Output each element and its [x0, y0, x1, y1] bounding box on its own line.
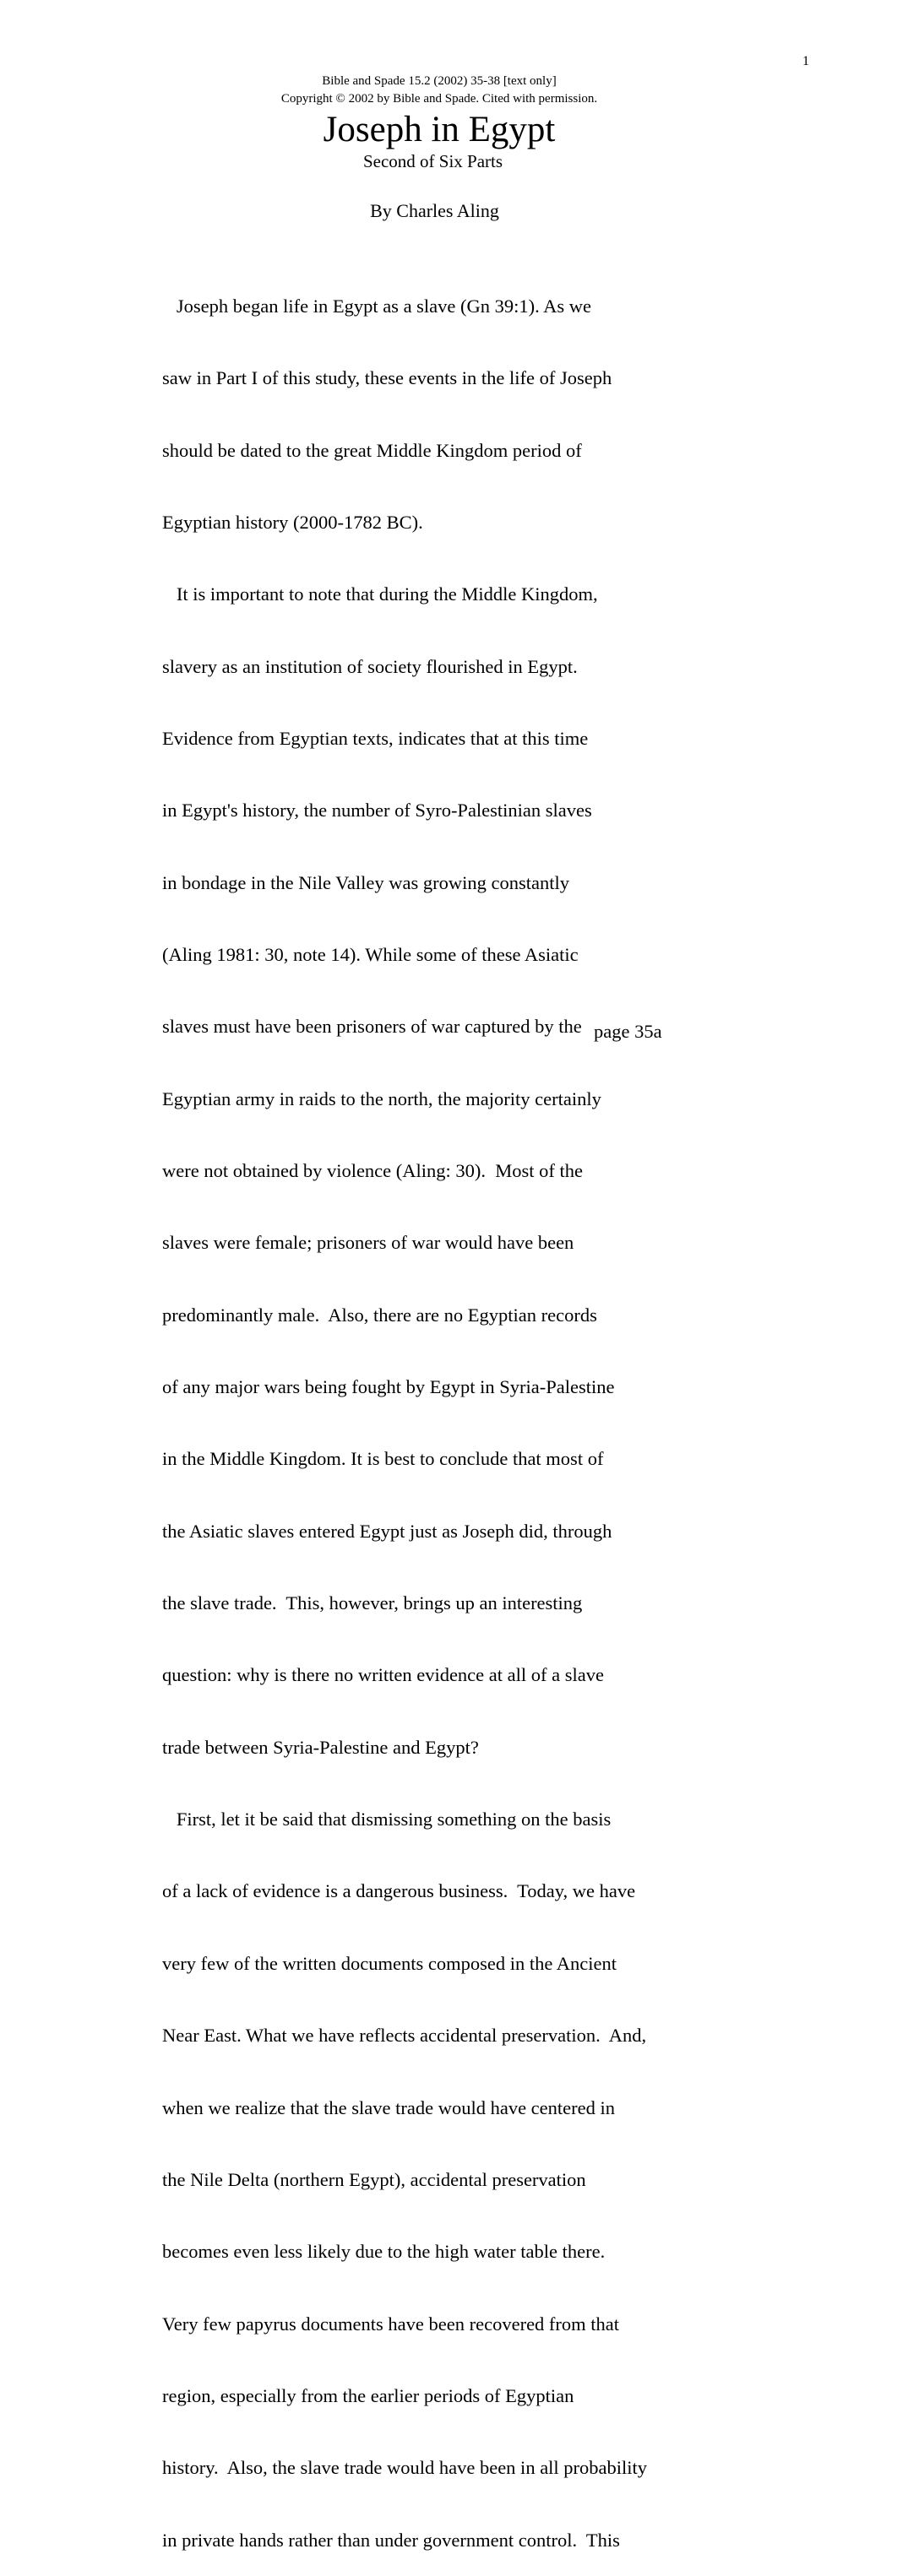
body-line: of any major wars being fought by Egypt in Syria-Palestine — [162, 1376, 615, 1398]
byline: By Charles Aling — [370, 200, 499, 221]
body-line: the slave trade. This, however, brings up an interesting — [162, 1592, 583, 1614]
body-line: slavery as an institution of society flourished in Egypt. — [162, 655, 578, 677]
body-line: the Nile Delta (northern Egypt), accidental preservation — [162, 2168, 586, 2190]
body-line: (Aling 1981: 30, note 14). While some of these Asiatic — [162, 944, 579, 965]
body-line: slaves were female; prisoners of war would have been — [162, 1232, 574, 1254]
body-line: in bondage in the Nile Valley was growing constantly — [162, 871, 569, 893]
body-line: in Egypt's history, the number of Syro-Palestinian slaves — [162, 800, 592, 822]
body-line: Egyptian history (2000-1782 BC). — [162, 511, 423, 533]
body-line: were not obtained by violence (Aling: 30). Most of the — [162, 1160, 584, 1182]
body-line: Evidence from Egyptian texts, indicates that at this time — [162, 727, 589, 749]
body-text — [162, 247, 745, 2576]
page-reference: page 35a — [594, 1021, 662, 1042]
citation-line: Bible and Spade 15.2 (2002) 35-38 [text only] — [322, 74, 557, 88]
body-line: history. Also, the slave trade would have been in all probability — [162, 2457, 648, 2479]
body-line: saw in Part I of this study, these events in the life of Joseph — [162, 367, 612, 389]
body-line: predominantly male. Also, there are no Egyptian records — [162, 1304, 597, 1326]
copyright-line: Copyright © 2002 by Bible and Spade. Cited with permission. — [280, 92, 598, 106]
page-number: 1 — [802, 54, 809, 68]
body-line: slaves must have been prisoners of war captured by the — [162, 1016, 582, 1038]
body-line: First, let it be said that dismissing something on the basis — [162, 1809, 612, 1830]
header — [0, 73, 878, 108]
body-line: Joseph began life in Egypt as a slave (Gn 39:1). As we — [162, 295, 592, 317]
body-line: Near East. What we have reflects accidental preservation. And, — [162, 2025, 647, 2047]
body-line: trade between Syria-Palestine and Egypt? — [162, 1736, 479, 1758]
body-line: in the Middle Kingdom. It is best to conclude that most of — [162, 1448, 604, 1470]
body-line: in private hands rather than under government control. This — [162, 2529, 620, 2551]
article-title: Joseph in Egypt — [323, 110, 556, 149]
body-line: It is important to note that during the Middle Kingdom, — [162, 583, 598, 605]
body-line: very few of the written documents composed in the Ancient — [162, 1952, 617, 1974]
body-line: when we realize that the slave trade would have centered in — [162, 2096, 616, 2118]
body-line: becomes even less likely due to the high water table there. — [162, 2241, 606, 2263]
article-subtitle: Second of Six Parts — [362, 151, 503, 171]
body-line: question: why is there no written evidence at all of a slave — [162, 1664, 604, 1686]
body-line: Egyptian army in raids to the north, the majority certainly — [162, 1087, 601, 1109]
body-line: region, especially from the earlier periods of Egyptian — [162, 2384, 574, 2406]
body-line: of a lack of evidence is a dangerous business. Today, we have — [162, 1880, 636, 1902]
body-line: Very few papyrus documents have been recovered from that — [162, 2313, 620, 2335]
body-line: the Asiatic slaves entered Egypt just as Joseph did, through — [162, 1520, 612, 1542]
body-line: should be dated to the great Middle Kingdom period of — [162, 439, 582, 461]
